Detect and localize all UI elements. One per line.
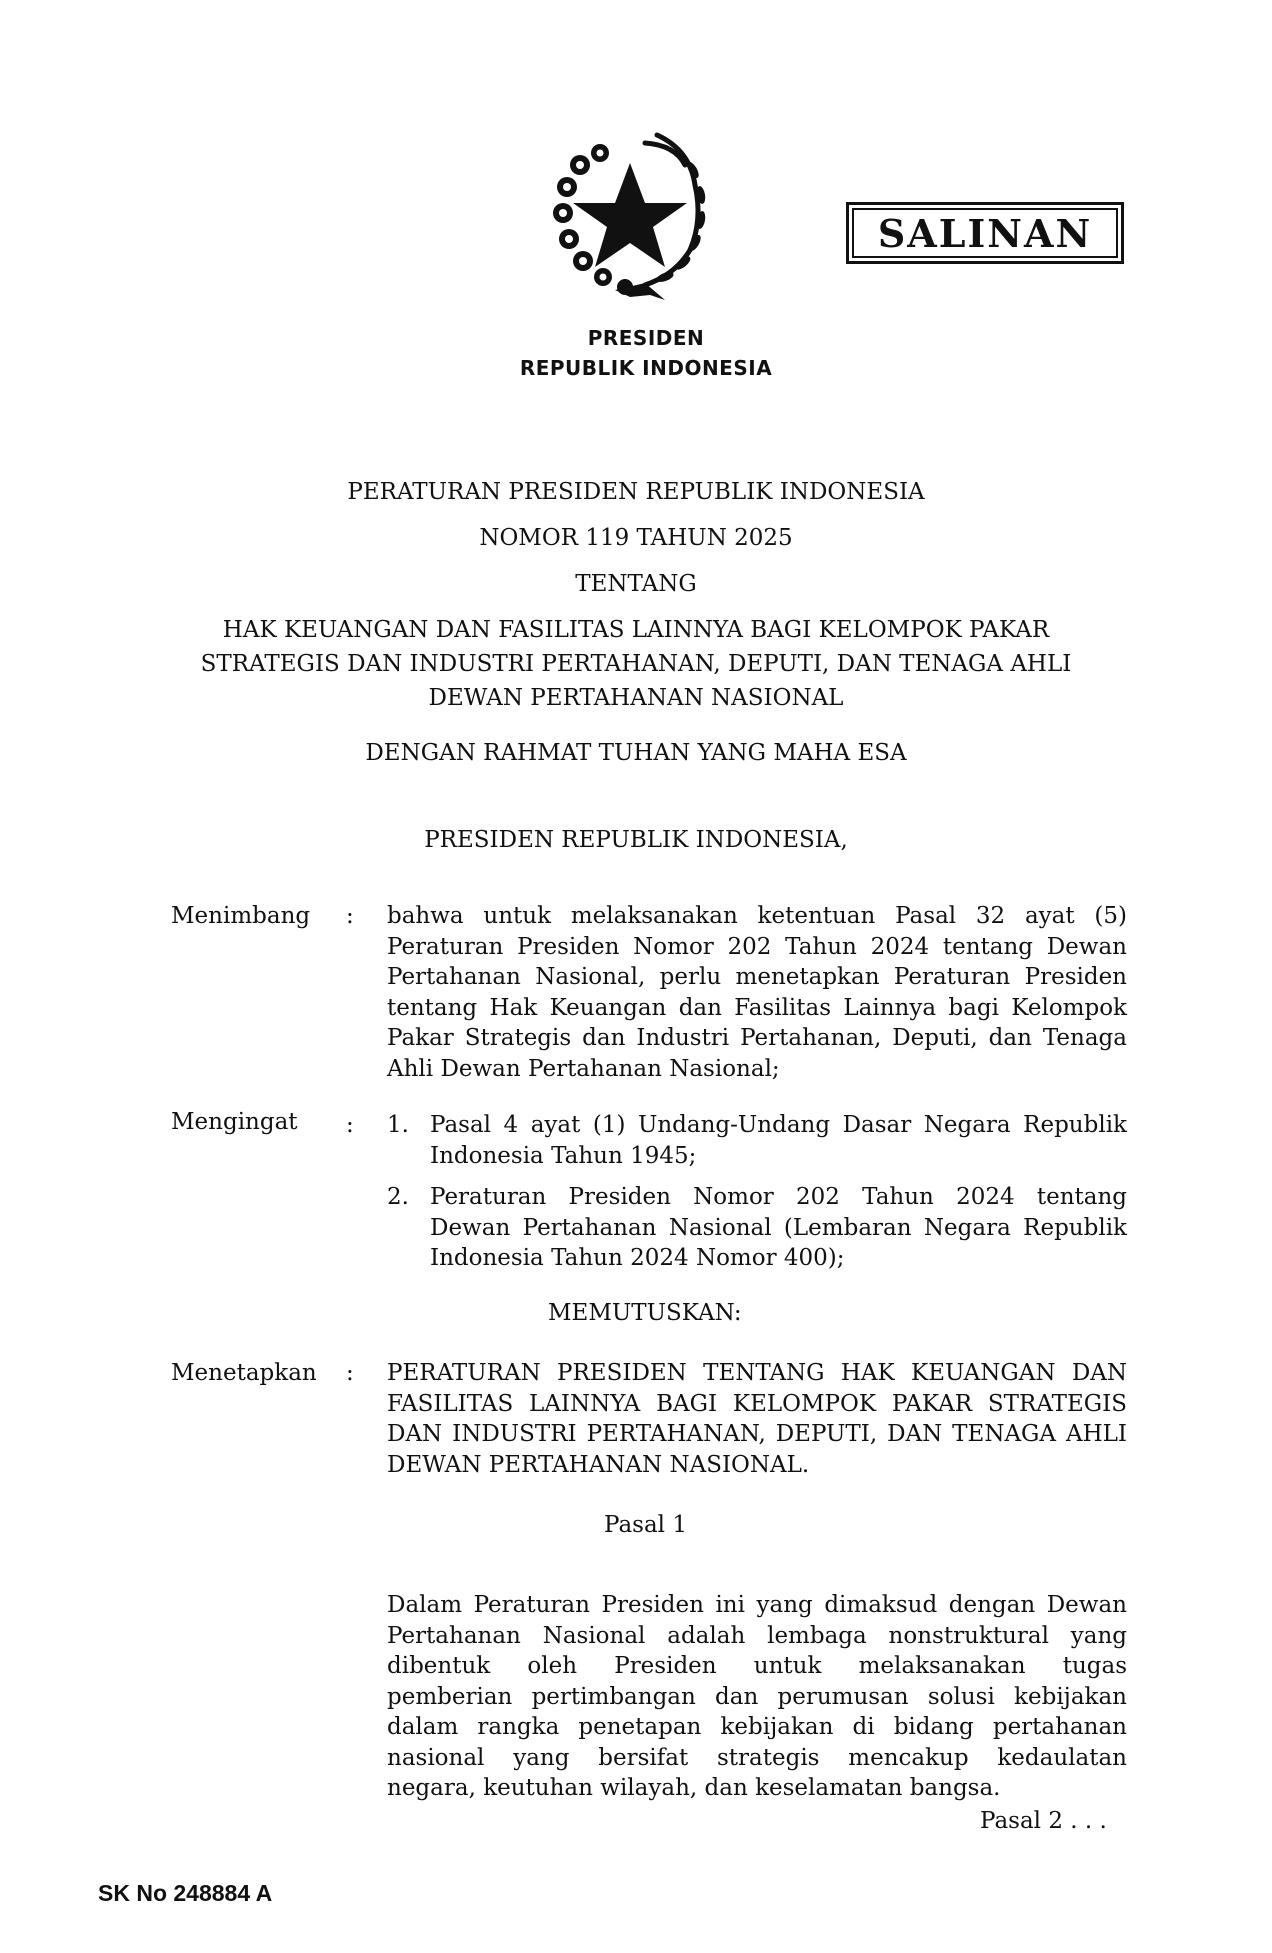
menimbang-colon: :: [346, 903, 354, 929]
memutuskan-heading: MEMUTUSKAN:: [548, 1300, 742, 1326]
menimbang-line: tentang Hak Keuangan dan Fasilitas Lainnya bagi Kelompok: [387, 994, 1127, 1021]
menimbang-line: Ahli Dewan Pertahanan Nasional;: [387, 1055, 780, 1082]
menimbang-label: Menimbang: [171, 903, 311, 929]
mengingat-line: Indonesia Tahun 1945;: [430, 1142, 697, 1169]
regulation-title: [0, 475, 1272, 715]
office-line-presiden: PRESIDEN: [587, 326, 705, 350]
title-line-1: PERATURAN PRESIDEN REPUBLIK INDONESIA: [347, 479, 925, 505]
pasal-1-line: dibentuk oleh Presiden untuk melaksanakan tugas: [387, 1653, 1127, 1679]
menimbang-line: Pertahanan Nasional, perlu menetapkan Peraturan Presiden: [387, 964, 1127, 990]
menimbang-line: bahwa untuk melaksanakan ketentuan Pasal 32 ayat (5): [387, 903, 1127, 929]
menetapkan-line: FASILITAS LAINNYA BAGI KELOMPOK PAKAR STRATEGIS: [387, 1390, 1127, 1417]
menetapkan-line: DAN INDUSTRI PERTAHANAN, DEPUTI, DAN TENAGA AHLI: [387, 1421, 1127, 1447]
title-line-2: NOMOR 119 TAHUN 2025: [479, 525, 793, 551]
title-line-6: DEWAN PERTAHANAN NASIONAL: [428, 685, 844, 711]
menetapkan-colon: :: [346, 1360, 354, 1386]
mengingat-line: Dewan Pertahanan Nasional (Lembaran Negara Republik: [430, 1214, 1127, 1241]
pasal-1-line: dalam rangka penetapan kebijakan di bidang pertahanan: [387, 1714, 1127, 1740]
mengingat-label: Mengingat: [171, 1109, 298, 1135]
menimbang-line: Pakar Strategis dan Industri Pertahanan, Deputi, dan Tenaga: [387, 1025, 1127, 1051]
title-line-3: TENTANG: [575, 571, 697, 597]
mengingat-item-number: 2.: [387, 1184, 409, 1210]
menetapkan-line: PERATURAN PRESIDEN TENTANG HAK KEUANGAN DAN: [387, 1360, 1127, 1386]
menimbang-line: Peraturan Presiden Nomor 202 Tahun 2024 tentang Dewan: [387, 933, 1127, 960]
pasal-1-text: [387, 1590, 1127, 1804]
office-line-republik: REPUBLIK INDONESIA: [519, 356, 773, 380]
menimbang-text: [387, 901, 1127, 1084]
salinan-stamp: [846, 202, 1124, 264]
pasal-1-line: Dalam Peraturan Presiden ini yang dimaksud dengan Dewan: [387, 1592, 1127, 1618]
menetapkan-text: [387, 1358, 1127, 1480]
garuda-emblem-icon: [545, 125, 715, 305]
preamble-presiden: PRESIDEN REPUBLIK INDONESIA,: [424, 827, 848, 853]
next-page-continuation: Pasal 2 . . .: [980, 1808, 1107, 1834]
salinan-stamp-text: SALINAN: [852, 208, 1118, 258]
office-label: [0, 323, 1272, 383]
preamble-rahmat: DENGAN RAHMAT TUHAN YANG MAHA ESA: [365, 740, 907, 766]
mengingat-line: Indonesia Tahun 2024 Nomor 400);: [430, 1245, 845, 1271]
pasal-1-line: negara, keutuhan wilayah, dan keselamatan bangsa.: [387, 1775, 1001, 1801]
menetapkan-label: Menetapkan: [171, 1360, 317, 1386]
title-line-4: HAK KEUANGAN DAN FASILITAS LAINNYA BAGI KELOMPOK PAKAR: [222, 617, 1050, 643]
pasal-1-line: nasional yang bersifat strategis mencakup kedaulatan: [387, 1744, 1127, 1771]
mengingat-line: Pasal 4 ayat (1) Undang-Undang Dasar Negara Republik: [430, 1112, 1127, 1138]
pasal-1-line: Pertahanan Nasional adalah lembaga nonstruktural yang: [387, 1622, 1127, 1649]
mengingat-item-2: [430, 1182, 1127, 1274]
menetapkan-line: DEWAN PERTAHANAN NASIONAL.: [387, 1451, 810, 1478]
document-reference-number: SK No 248884 A: [98, 1880, 273, 1906]
pasal-1-line: pemberian pertimbangan dan perumusan solusi kebijakan: [387, 1683, 1127, 1710]
pasal-1-heading: Pasal 1: [604, 1512, 687, 1538]
mengingat-colon: :: [346, 1112, 354, 1138]
mengingat-item-number: 1.: [387, 1112, 409, 1138]
title-line-5: STRATEGIS DAN INDUSTRI PERTAHANAN, DEPUTI, DAN TENAGA AHLI: [200, 651, 1072, 677]
mengingat-line: Peraturan Presiden Nomor 202 Tahun 2024 tentang: [430, 1184, 1127, 1210]
mengingat-item-1: [430, 1110, 1127, 1171]
